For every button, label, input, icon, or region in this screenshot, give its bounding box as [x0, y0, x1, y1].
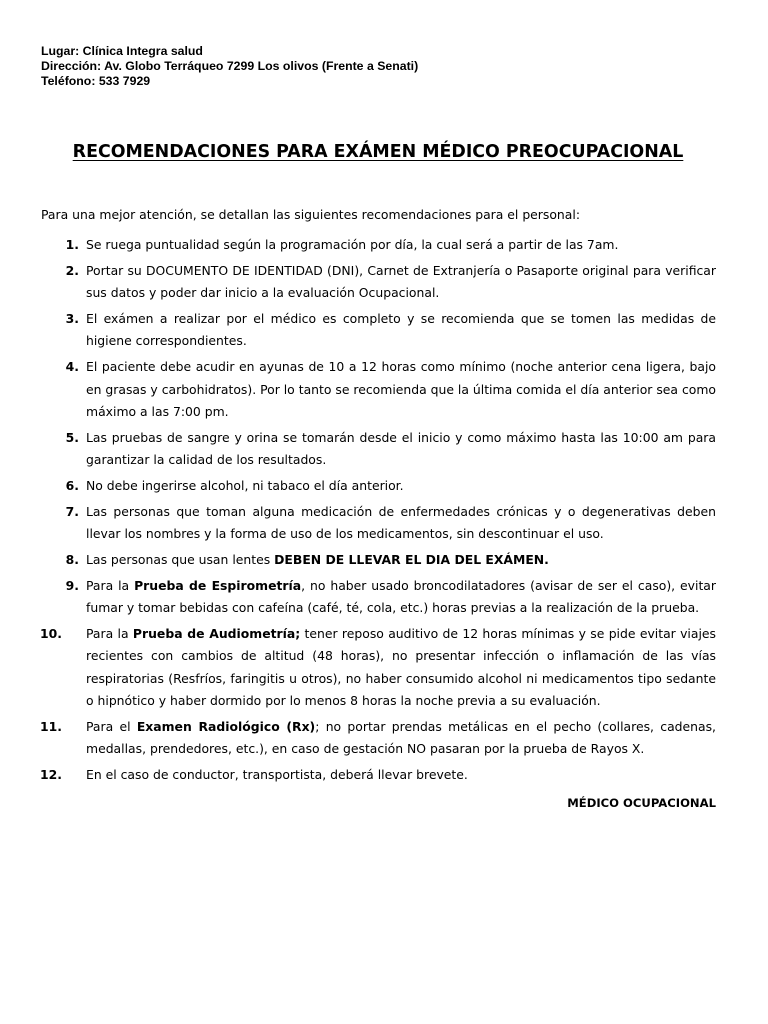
recommendation-text: Las personas que usan lentes — [86, 551, 275, 567]
recommendation-text: Para la — [86, 577, 135, 593]
clinic-phone: Teléfono: 533 7929 — [41, 74, 151, 88]
recommendation-item — [41, 234, 716, 257]
recommendation-number: 5. — [65, 429, 79, 445]
recommendation-emphasis: DEBEN DE LLEVAR EL DIA DEL EXÁMEN. — [274, 551, 549, 567]
recommendation-item — [41, 356, 716, 424]
signature-label: MÉDICO OCUPACIONAL — [567, 796, 716, 810]
recommendation-item — [41, 549, 716, 572]
recommendation-text: El paciente debe acudir en ayunas de 10 a 12 horas como mínimo (noche anterior cena ligera, bajo en grasas y carbohidratos). Por lo tanto se recomienda que la última comida el día anterior sea como máximo a las 7:00 pm. — [86, 359, 716, 420]
recommendation-item — [41, 427, 716, 472]
recommendation-emphasis: Prueba de Espirometría — [134, 577, 302, 593]
recommendation-number: 10. — [40, 625, 62, 641]
recommendation-number: 4. — [65, 359, 79, 375]
recommendation-number: 8. — [65, 551, 79, 567]
recommendation-number: 2. — [65, 262, 79, 278]
recommendation-number: 1. — [65, 237, 79, 252]
recommendation-text: El exámen a realizar por el médico es completo y se recomienda que se tomen las medidas de higiene correspondientes. — [86, 310, 716, 349]
recommendation-item — [41, 475, 716, 498]
recommendation-number: 12. — [40, 767, 62, 783]
recommendation-text: Las personas que toman alguna medicación de enfermedades crónicas y o degenerativas deben llevar los nombres y la forma de uso de los medicamentos, sin descontinuar el uso. — [86, 503, 716, 542]
recommendation-text: Las pruebas de sangre y orina se tomarán desde el inicio y como máximo hasta las 10:00 am para garantizar la calidad de los resultados. — [86, 429, 716, 468]
recommendation-item — [41, 260, 716, 305]
recommendation-text: Portar su DOCUMENTO DE IDENTIDAD (DNI), Carnet de Extranjería o Pasaporte original para verificar sus datos y poder dar inicio a la evaluación Ocupacional. — [86, 262, 716, 301]
recommendation-number: 9. — [65, 577, 79, 593]
recommendation-item — [41, 716, 716, 761]
intro-paragraph: Para una mejor atención, se detallan las siguientes recomendaciones para el personal: — [41, 207, 580, 222]
recommendation-text: No debe ingerirse alcohol, ni tabaco el día anterior. — [86, 477, 404, 493]
recommendation-number: 7. — [65, 503, 79, 519]
recommendation-text: , no haber usado broncodilatadores (avisar de ser el caso), evitar fumar y tomar bebidas con cafeína (café, té, cola, etc.) horas previas a la realización de la prueba. — [86, 577, 716, 615]
recommendation-item — [41, 308, 716, 353]
recommendations-list — [41, 234, 716, 790]
recommendation-number: 3. — [65, 310, 79, 326]
recommendation-text: tener reposo auditivo de 12 horas mínimas y se pide evitar viajes recientes con cambios de altitud (48 horas), no presentar infección o inflamación de las vías respiratorias (Resfríos, faringitis u otros), no haber consumido alcohol ni medicamentos tipo sedante o hipnótico y haber dormido por lo menos 8 horas la noche previa a su evaluación. — [86, 625, 716, 709]
recommendation-item — [41, 501, 716, 546]
recommendation-emphasis: Examen Radiológico (Rx) — [136, 718, 316, 734]
recommendation-number: 11. — [40, 718, 62, 734]
recommendation-item — [41, 575, 716, 620]
recommendation-item — [41, 764, 716, 787]
recommendation-text: Para el — [86, 718, 137, 734]
recommendation-text: En el caso de conductor, transportista, deberá llevar brevete. — [86, 767, 468, 783]
recommendation-item — [41, 623, 716, 713]
recommendation-number: 6. — [65, 477, 79, 493]
recommendation-text: Para la — [86, 625, 133, 641]
recommendation-emphasis: Prueba de Audiometría; — [132, 625, 301, 641]
clinic-header — [41, 44, 418, 89]
recommendation-text: Se ruega puntualidad según la programación por día, la cual será a partir de las 7am. — [86, 237, 619, 252]
document-title: RECOMENDACIONES PARA EXÁMEN MÉDICO PREOCUPACIONAL — [72, 142, 684, 162]
clinic-address: Dirección: Av. Globo Terráqueo 7299 Los olivos (Frente a Senati) — [41, 59, 419, 73]
recommendation-text: ; no portar prendas metálicas en el pecho (collares, cadenas, medallas, prendedores, etc.), en caso de gestación NO pasaran por la prueba de Rayos X. — [86, 718, 716, 757]
clinic-location: Lugar: Clínica Integra salud — [41, 44, 203, 58]
